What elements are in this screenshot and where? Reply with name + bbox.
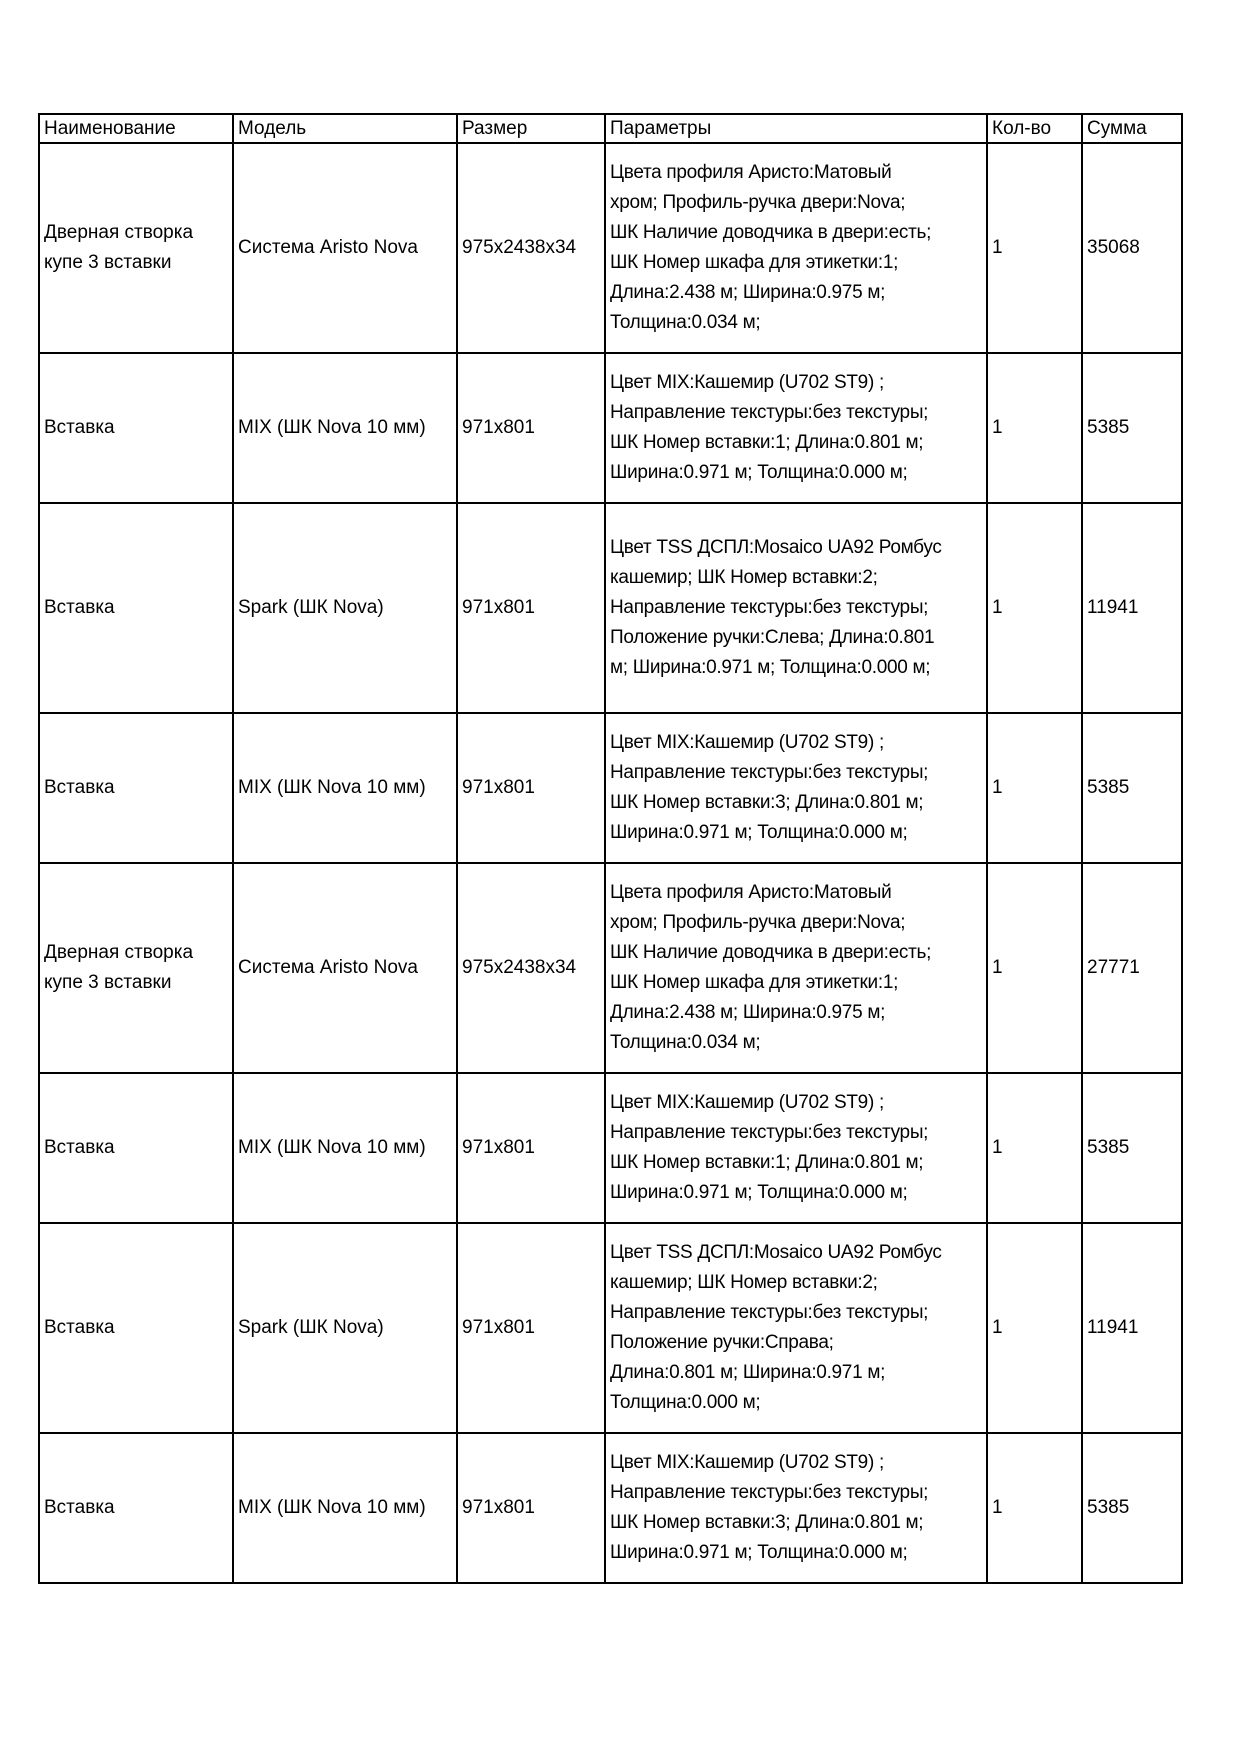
cell-line: Вставка <box>44 597 115 618</box>
cell-name <box>39 863 233 1073</box>
cell-params <box>605 503 987 713</box>
cell-name <box>39 143 233 353</box>
table-row <box>39 1433 1182 1583</box>
cell-line: Вставка <box>44 417 115 438</box>
cell-sum: 27771 <box>1082 863 1182 1073</box>
cell-size: 971x801 <box>457 1433 605 1583</box>
cell-line: Направление текстуры:без текстуры; <box>610 1302 929 1323</box>
cell-line: Ширина:0.971 м; Толщина:0.000 м; <box>610 462 908 483</box>
cell-line: Толщина:0.034 м; <box>610 1032 761 1053</box>
cell-line: Цвет MIX:Кашемир (U702 ST9) ; <box>610 1452 884 1473</box>
cell-qty: 1 <box>987 503 1082 713</box>
cell-line: Вставка <box>44 1497 115 1518</box>
table-header-row <box>39 114 1182 143</box>
cell-line: ШК Номер вставки:3; Длина:0.801 м; <box>610 792 924 813</box>
cell-model: Spark (ШК Nova) <box>233 503 457 713</box>
order-table <box>38 113 1183 1584</box>
cell-line: Вставка <box>44 1137 115 1158</box>
cell-qty: 1 <box>987 1223 1082 1433</box>
cell-qty: 1 <box>987 143 1082 353</box>
cell-line: ШК Номер вставки:1; Длина:0.801 м; <box>610 432 924 453</box>
cell-params <box>605 713 987 863</box>
cell-params <box>605 1223 987 1433</box>
cell-line: Цвет MIX:Кашемир (U702 ST9) ; <box>610 732 884 753</box>
cell-model: Система Aristo Nova <box>233 143 457 353</box>
header-name: Наименование <box>39 114 233 143</box>
cell-name <box>39 1433 233 1583</box>
cell-line: хром; Профиль-ручка двери:Nova; <box>610 192 906 213</box>
cell-line: ШК Номер шкафа для этикетки:1; <box>610 252 899 273</box>
cell-line: Направление текстуры:без текстуры; <box>610 1122 929 1143</box>
cell-size: 971x801 <box>457 353 605 503</box>
cell-line: купе 3 вставки <box>44 972 172 993</box>
cell-model: MIX (ШК Nova 10 мм) <box>233 713 457 863</box>
header-params: Параметры <box>605 114 987 143</box>
cell-line: Цвет MIX:Кашемир (U702 ST9) ; <box>610 1092 884 1113</box>
table-row <box>39 143 1182 353</box>
cell-line: Положение ручки:Справа; <box>610 1332 834 1353</box>
cell-size: 975x2438x34 <box>457 143 605 353</box>
cell-model: Система Aristo Nova <box>233 863 457 1073</box>
cell-line: Ширина:0.971 м; Толщина:0.000 м; <box>610 1182 908 1203</box>
cell-name <box>39 503 233 713</box>
cell-sum: 35068 <box>1082 143 1182 353</box>
cell-params <box>605 1433 987 1583</box>
header-size: Размер <box>457 114 605 143</box>
cell-line: Направление текстуры:без текстуры; <box>610 1482 929 1503</box>
cell-line: Цвет TSS ДСПЛ:Mosaico UA92 Ромбус <box>610 1242 942 1263</box>
cell-line: купе 3 вставки <box>44 252 172 273</box>
cell-name <box>39 713 233 863</box>
cell-line: Длина:0.801 м; Ширина:0.971 м; <box>610 1362 886 1383</box>
cell-line: Вставка <box>44 777 115 798</box>
cell-line: ШК Наличие доводчика в двери:есть; <box>610 222 932 243</box>
cell-model: MIX (ШК Nova 10 мм) <box>233 1433 457 1583</box>
cell-line: м; Ширина:0.971 м; Толщина:0.000 м; <box>610 657 931 678</box>
table-row <box>39 503 1182 713</box>
table-row <box>39 1223 1182 1433</box>
cell-name <box>39 1073 233 1223</box>
cell-line: ШК Наличие доводчика в двери:есть; <box>610 942 932 963</box>
cell-sum: 5385 <box>1082 353 1182 503</box>
cell-size: 971x801 <box>457 713 605 863</box>
cell-line: ШК Номер вставки:3; Длина:0.801 м; <box>610 1512 924 1533</box>
cell-params <box>605 863 987 1073</box>
cell-size: 971x801 <box>457 1073 605 1223</box>
cell-line: кашемир; ШК Номер вставки:2; <box>610 567 878 588</box>
cell-model: MIX (ШК Nova 10 мм) <box>233 353 457 503</box>
cell-line: Длина:2.438 м; Ширина:0.975 м; <box>610 1002 886 1023</box>
cell-qty: 1 <box>987 863 1082 1073</box>
cell-size: 975x2438x34 <box>457 863 605 1073</box>
cell-line: Цвета профиля Аристо:Матовый <box>610 162 892 183</box>
cell-line: Цвет TSS ДСПЛ:Mosaico UA92 Ромбус <box>610 537 942 558</box>
cell-line: ШК Номер шкафа для этикетки:1; <box>610 972 899 993</box>
cell-sum: 5385 <box>1082 1433 1182 1583</box>
cell-line: Ширина:0.971 м; Толщина:0.000 м; <box>610 1542 908 1563</box>
cell-sum: 11941 <box>1082 503 1182 713</box>
cell-line: кашемир; ШК Номер вставки:2; <box>610 1272 878 1293</box>
cell-line: Направление текстуры:без текстуры; <box>610 597 929 618</box>
cell-line: Направление текстуры:без текстуры; <box>610 402 929 423</box>
cell-sum: 11941 <box>1082 1223 1182 1433</box>
header-qty: Кол-во <box>987 114 1082 143</box>
table-row <box>39 1073 1182 1223</box>
cell-line: Толщина:0.000 м; <box>610 1392 761 1413</box>
cell-model: Spark (ШК Nova) <box>233 1223 457 1433</box>
cell-name <box>39 353 233 503</box>
cell-line: Вставка <box>44 1317 115 1338</box>
table-row <box>39 353 1182 503</box>
cell-qty: 1 <box>987 1433 1082 1583</box>
cell-params <box>605 1073 987 1223</box>
cell-sum: 5385 <box>1082 713 1182 863</box>
cell-qty: 1 <box>987 353 1082 503</box>
header-model: Модель <box>233 114 457 143</box>
table-row <box>39 863 1182 1073</box>
cell-params <box>605 353 987 503</box>
cell-sum: 5385 <box>1082 1073 1182 1223</box>
cell-qty: 1 <box>987 713 1082 863</box>
cell-line: Направление текстуры:без текстуры; <box>610 762 929 783</box>
cell-line: Дверная створка <box>44 942 194 963</box>
header-sum: Сумма <box>1082 114 1182 143</box>
cell-name <box>39 1223 233 1433</box>
cell-line: Ширина:0.971 м; Толщина:0.000 м; <box>610 822 908 843</box>
cell-line: Дверная створка <box>44 222 194 243</box>
cell-line: Цвет MIX:Кашемир (U702 ST9) ; <box>610 372 884 393</box>
cell-line: хром; Профиль-ручка двери:Nova; <box>610 912 906 933</box>
cell-model: MIX (ШК Nova 10 мм) <box>233 1073 457 1223</box>
cell-line: Длина:2.438 м; Ширина:0.975 м; <box>610 282 886 303</box>
cell-line: Толщина:0.034 м; <box>610 312 761 333</box>
cell-size: 971x801 <box>457 503 605 713</box>
table-row <box>39 713 1182 863</box>
cell-line: ШК Номер вставки:1; Длина:0.801 м; <box>610 1152 924 1173</box>
cell-qty: 1 <box>987 1073 1082 1223</box>
cell-params <box>605 143 987 353</box>
cell-line: Положение ручки:Слева; Длина:0.801 <box>610 627 935 648</box>
cell-line: Цвета профиля Аристо:Матовый <box>610 882 892 903</box>
cell-size: 971x801 <box>457 1223 605 1433</box>
